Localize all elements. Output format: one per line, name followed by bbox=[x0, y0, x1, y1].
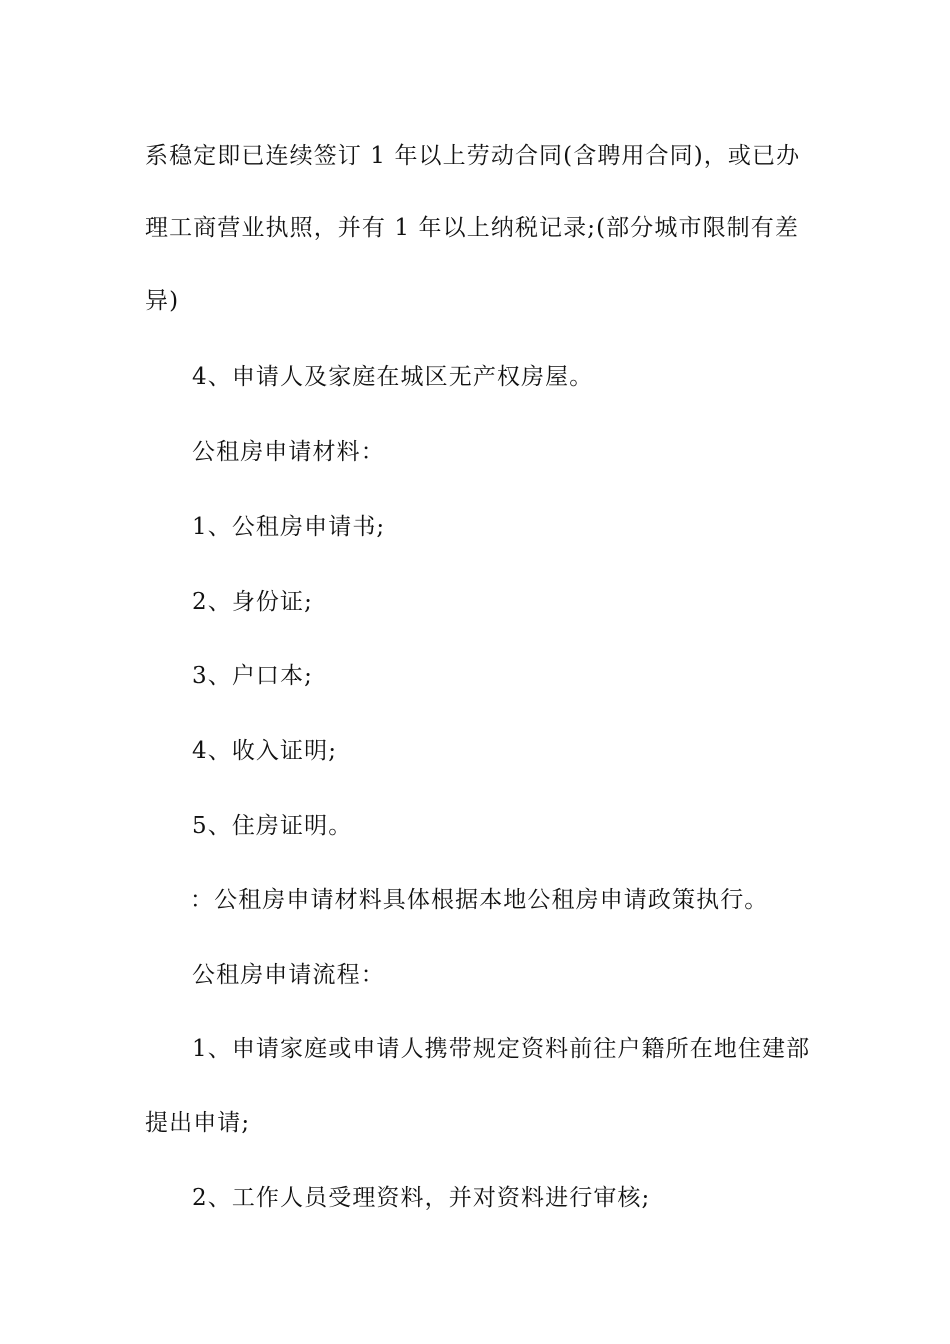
process-item-1: 1、申请家庭或申请人携带规定资料前往户籍所在地住建部 bbox=[192, 1036, 811, 1062]
materials-item-2: 2、身份证; bbox=[192, 589, 313, 615]
materials-item-4: 4、收入证明; bbox=[192, 738, 338, 764]
materials-note: ：公租房申请材料具体根据本地公租房申请政策执行。 bbox=[190, 887, 769, 913]
paragraph-line-1: 系稳定即已连续签订 1 年以上劳动合同(含聘用合同)，或已办 bbox=[145, 143, 801, 169]
section-heading-process: 公租房申请流程： bbox=[192, 962, 385, 988]
materials-item-3: 3、户口本; bbox=[192, 663, 313, 689]
materials-item-5: 5、住房证明。 bbox=[192, 813, 353, 839]
process-item-1-continued: 提出申请; bbox=[145, 1110, 251, 1136]
paragraph-line-2: 理工商营业执照，并有 1 年以上纳税记录;(部分城市限制有差 bbox=[145, 215, 799, 241]
paragraph-line-3: 异) bbox=[145, 288, 180, 314]
paragraph-item-4-no-property: 4、申请人及家庭在城区无产权房屋。 bbox=[192, 364, 594, 390]
section-heading-materials: 公租房申请材料： bbox=[192, 439, 385, 465]
process-item-2: 2、工作人员受理资料，并对资料进行审核; bbox=[192, 1185, 651, 1211]
materials-item-1: 1、公租房申请书; bbox=[192, 514, 386, 540]
